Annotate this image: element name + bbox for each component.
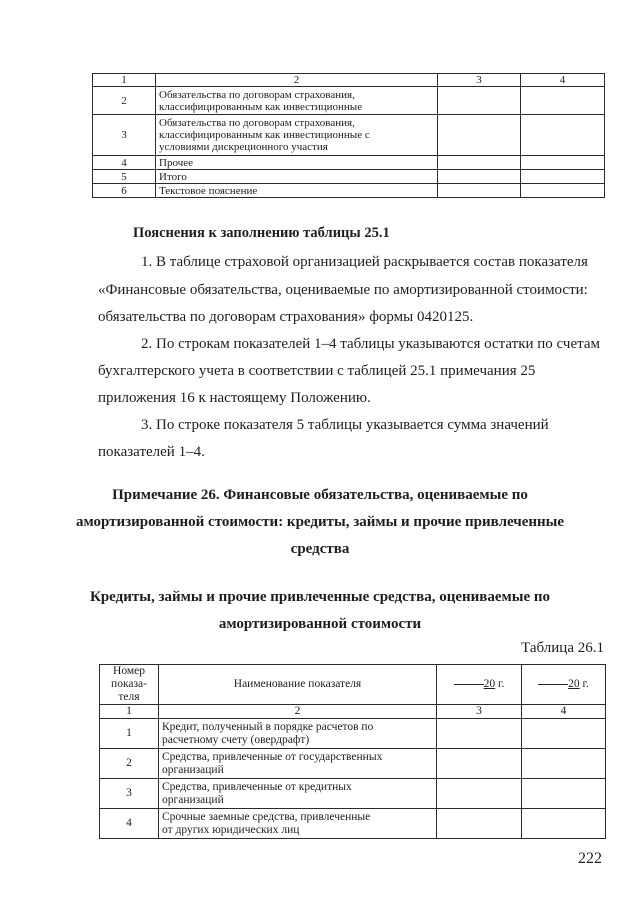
row-number: 2 [93, 87, 156, 115]
header-cell: 2 [156, 74, 438, 87]
value-cell [437, 749, 522, 779]
value-cell [521, 184, 605, 198]
header-cell: 2 [159, 705, 437, 719]
row-label: Итого [156, 170, 438, 184]
paragraph-line: 3. По строке показателя 5 таблицы указывается сумма значений [141, 417, 549, 433]
table-row [93, 87, 605, 115]
table-26-1 [99, 664, 606, 839]
table-row [93, 115, 605, 156]
table-subtitle-line: Кредиты, займы и прочие привлеченные средства, оцениваемые по [89, 589, 551, 605]
table-row [100, 779, 606, 809]
header-cell: 3 [438, 74, 521, 87]
header-indicator-number: Номер показа- теля [100, 665, 159, 705]
paragraph-line: бухгалтерского учета в соответствии с таблицей 25.1 примечания 25 [98, 363, 536, 379]
table-row [93, 156, 605, 170]
table-caption: Таблица 26.1 [521, 640, 604, 656]
row-number: 1 [100, 719, 159, 749]
row-number: 4 [93, 156, 156, 170]
table-subheader-row [100, 705, 606, 719]
value-cell [522, 779, 606, 809]
value-cell [522, 809, 606, 839]
table-header-row [100, 665, 606, 705]
table-row [93, 170, 605, 184]
value-cell [438, 156, 521, 170]
header-cell: 1 [100, 705, 159, 719]
row-label: Прочее [156, 156, 438, 170]
row-label: Средства, привлеченные от государственных организаций [159, 749, 437, 779]
paragraph-line: 1. В таблице страховой организацией раскрывается состав показателя [141, 254, 588, 270]
paragraph-line: обязательства по договорам страхования» формы 0420125. [98, 309, 474, 325]
value-cell [437, 719, 522, 749]
row-label: Кредит, полученный в порядке расчетов по расчетному счету (овердрафт) [159, 719, 437, 749]
header-cell: 1 [93, 74, 156, 87]
value-cell [521, 87, 605, 115]
value-cell [437, 809, 522, 839]
value-cell [438, 184, 521, 198]
value-cell [522, 749, 606, 779]
paragraph-line: 2. По строкам показателей 1–4 таблицы указываются остатки по счетам [141, 336, 600, 352]
value-cell [438, 170, 521, 184]
table-row [100, 719, 606, 749]
value-cell [438, 115, 521, 156]
table-row [100, 809, 606, 839]
row-label: Обязательства по договорам страхования, классифицированным как инвестиционные с условиями дискреционного участия [156, 115, 438, 156]
header-year: 20 г. [522, 665, 606, 705]
value-cell [522, 719, 606, 749]
row-label: Срочные заемные средства, привлеченные от других юридических лиц [159, 809, 437, 839]
table-row [93, 184, 605, 198]
row-label: Текстовое пояснение [156, 184, 438, 198]
value-cell [437, 779, 522, 809]
row-number: 5 [93, 170, 156, 184]
value-cell [438, 87, 521, 115]
header-indicator-name: Наименование показателя [159, 665, 437, 705]
value-cell [521, 115, 605, 156]
paragraph-line: приложения 16 к настоящему Положению. [98, 390, 371, 406]
row-number: 3 [100, 779, 159, 809]
note-title-line: средства [290, 541, 350, 557]
row-number: 3 [93, 115, 156, 156]
row-number: 6 [93, 184, 156, 198]
note-title-line: амортизированной стоимости: кредиты, займы и прочие привлеченные [75, 514, 565, 530]
table-subtitle-line: амортизированной стоимости [218, 616, 422, 632]
table-25-1 [92, 73, 605, 198]
note-title-line: Примечание 26. Финансовые обязательства, оцениваемые по [112, 487, 528, 503]
row-label: Обязательства по договорам страхования, классифицированным как инвестиционные [156, 87, 438, 115]
paragraph-line: показателей 1–4. [98, 444, 205, 460]
header-cell: 3 [437, 705, 522, 719]
row-number: 2 [100, 749, 159, 779]
row-number: 4 [100, 809, 159, 839]
paragraph-line: «Финансовые обязательства, оцениваемые по амортизированной стоимости: [98, 282, 588, 298]
page-number: 222 [578, 850, 602, 867]
header-cell: 4 [522, 705, 606, 719]
table-row [100, 749, 606, 779]
header-cell: 4 [521, 74, 605, 87]
explanations-heading: Пояснения к заполнению таблицы 25.1 [133, 225, 390, 241]
value-cell [521, 156, 605, 170]
header-year: 20 г. [437, 665, 522, 705]
table-header-row [93, 74, 605, 87]
value-cell [521, 170, 605, 184]
row-label: Средства, привлеченные от кредитных организаций [159, 779, 437, 809]
